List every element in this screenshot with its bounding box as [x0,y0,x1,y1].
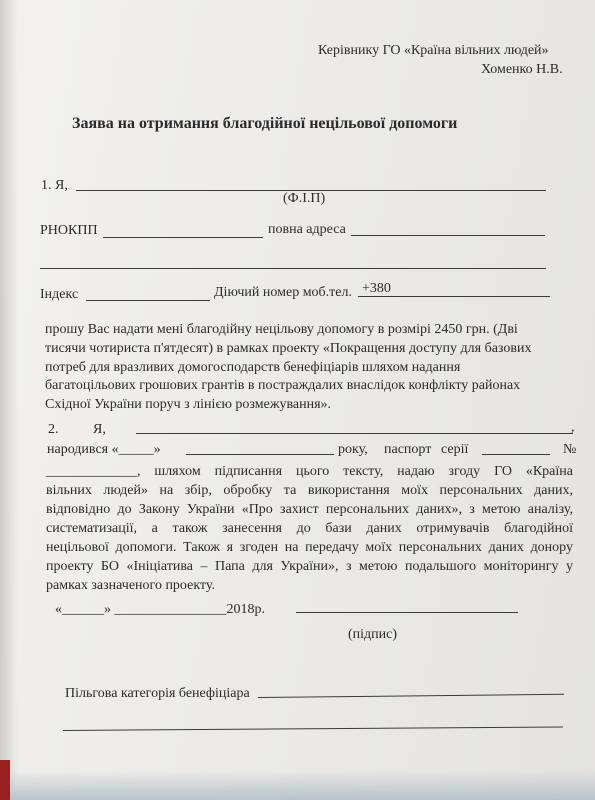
passport-label: паспорт [384,442,432,457]
document-title: Заява на отримання благодійної нецільової допомоги [72,115,458,132]
rnokpp-label: РНОКПП [40,223,98,238]
birthdate-line[interactable] [186,454,334,455]
section1-label: 1. Я, [41,178,68,193]
address-field-line[interactable] [351,235,545,236]
recipient-line-2: Хоменко Н.В. [481,62,563,77]
request-line-3: потреб для вразливих домогосподарств бенефіціарів шляхом надання [45,360,461,375]
signature-line[interactable] [296,612,518,613]
request-line-5: Східної України поруч з лінією розмежування». [45,397,332,412]
phone-label: Діючий номер моб.тел. [214,285,352,300]
section2-comma: , [571,420,575,435]
fip-caption: (Ф.І.П) [283,191,326,206]
background-object [0,760,10,800]
phone-field-line[interactable] [358,296,550,297]
passport-series-line[interactable] [482,454,550,455]
consent-line-1: _____________, шляхом підписання цього тексту, надаю згоду ГО «Країна [46,464,573,479]
consent-line-6: проекту БО «Ініціатива – Папа для України», з метою подальшого моніторингу у [46,559,573,574]
born-label: народився «_____» [47,442,161,457]
rnokpp-field-line[interactable] [103,237,263,238]
year-label: року, [338,442,368,457]
section2-name-line[interactable] [136,433,573,434]
section2-label: 2. [48,422,59,437]
consent-line-5: нецільової допомоги. Також я згоден на передачу моїх персональних даних донору [46,540,573,555]
request-line-2: тисячи чотириста п'ятдесят) в рамках проекту «Покращення доступу для базових [45,341,532,356]
section2-ya: Я, [93,422,106,437]
category-label: Пільгова категорія бенефіціара [65,686,250,701]
page-bottom-edge [0,770,595,800]
consent-line-7: рамках зазначеного проекту. [46,578,215,593]
index-field-line[interactable] [86,300,210,301]
number-sign: № [563,442,577,457]
signature-date: «______» ________________2018р. [55,602,265,617]
address-label: повна адреса [268,222,346,237]
signature-caption: (підпис) [348,627,398,642]
series-label: серії [441,442,469,457]
consent-line-2: вільних людей» на збір, обробку та використання моїх персональних даних, [46,483,573,498]
index-label: Індекс [40,287,79,302]
consent-line-3: відповідно до Закону України «Про захист персональних даних», з метою аналізу, [46,502,573,517]
page-shadow [0,0,18,800]
recipient-line-1: Керівнику ГО «Країна вільних людей» [318,43,549,58]
request-line-1: прошу Вас надати мені благодійну нецільову допомогу в розмірі 2450 грн. (Дві [45,322,518,337]
phone-prefix: +380 [362,281,391,296]
address-line-2[interactable] [40,268,546,269]
consent-line-4: систематизації, а також занесення до бази даних отримувачів благодійної [46,521,573,536]
request-line-4: багатоцільових грошових грантів в постраждалих внаслідок конфлікту районах [45,378,521,393]
